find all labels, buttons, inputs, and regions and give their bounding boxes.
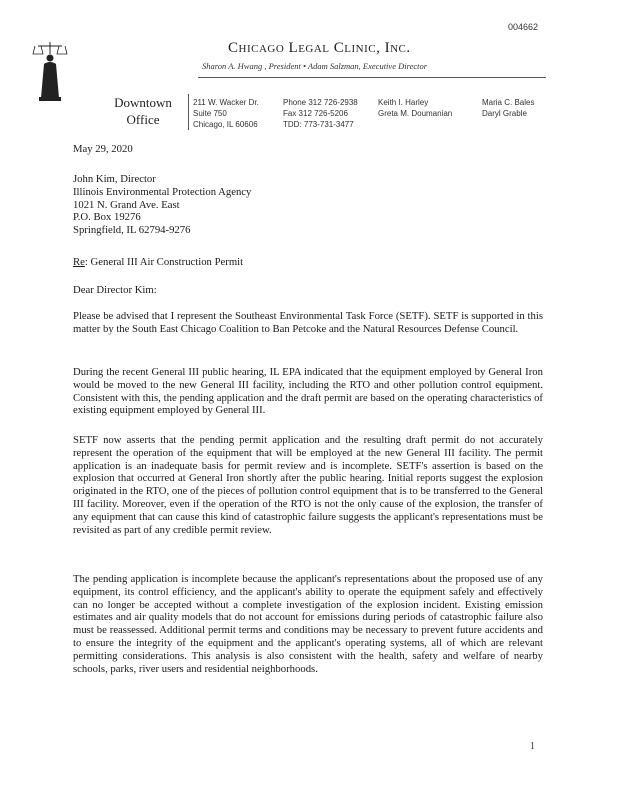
attorneys-col2	[482, 97, 534, 119]
document-number: 004662	[508, 22, 539, 32]
attorney-name: Keith I. Harley	[378, 98, 429, 107]
letter-date: May 29, 2020	[73, 143, 133, 155]
office-name	[107, 94, 179, 128]
body-paragraph-4: The pending application is incomplete because the applicant's representations about the proposed use of any equipment, its control efficiency, and the applicant's ability to operate the equipment safely and effectively can no longer be accepted without a complete investigation of the explosion incident. Existing emission estimates and air quality models that do not account for emissions during periods of catastrophic failure also must be reassessed. Additional permit terms and conditions may be necessary to prevent future accidents and to ensure the integrity of the equipment and the applicant's operating systems, all of which are relevant permitting considerations. This analysis is also consistent with the health, safety and welfare of nearby schools, parks, river users and residential neighborhoods.	[73, 573, 543, 675]
phone-line: Fax 312 726-5206	[283, 109, 348, 118]
subject-line	[73, 256, 541, 269]
address-line: 211 W. Wacker Dr.	[193, 98, 259, 107]
page-number: 1	[530, 741, 535, 752]
recipient-line: John Kim, Director	[73, 173, 156, 185]
attorney-name: Greta M. Doumanian	[378, 109, 453, 118]
recipient-block	[73, 173, 541, 237]
body-paragraph-3: SETF now asserts that the pending permit application and the resulting draft permit do not accurately represent the operation of the equipment that will be employed at the new General III facility. The permit application is an inadequate basis for permit review and is incomplete. SETF's assertion is based on the explosion that occurred at General Iron shortly after the public hearing. Initial reports suggest the explosion originated in the RTO, one of the pieces of pollution control equipment that is to be transferred to the General III facility. Moreover, even if the operation of the RTO is not the only cause of the explosion, the transfer of any equipment that can cause this kind of catastrophic failure suggests the applicant's representations must be revisited as part of any credible permit review.	[73, 434, 543, 536]
lady-justice-logo	[32, 40, 68, 102]
address-line: Chicago, IL 60606	[193, 120, 258, 129]
office-name-line2: Office	[126, 112, 160, 127]
header-rule	[198, 77, 546, 78]
re-label: Re	[73, 256, 85, 268]
recipient-line: Springfield, IL 62794-9276	[73, 224, 191, 237]
phone-line: TDD: 773-731-3477	[283, 120, 354, 129]
office-address	[193, 97, 259, 130]
attorney-name: Daryl Grable	[482, 109, 527, 118]
address-line: Suite 750	[193, 109, 227, 118]
recipient-line: Illinois Environmental Protection Agency	[73, 185, 252, 198]
salutation: Dear Director Kim:	[73, 284, 157, 296]
officers-line: Sharon A. Hwang , President • Adam Salzman, Executive Director	[202, 61, 428, 71]
body-paragraph-2: During the recent General III public hearing, IL EPA indicated that the equipment employed by General Iron would be moved to the new General III facility, including the RTO and other pollution control equipment. Consistent with this, the pending application and the draft permit are based on the operating characteristics of existing equipment employed by General III.	[73, 366, 543, 417]
re-text: : General III Air Construction Permit	[84, 256, 244, 268]
office-phones	[283, 97, 358, 130]
attorneys-col1	[378, 97, 452, 119]
header-divider	[188, 94, 189, 130]
body-paragraph-1: Please be advised that I represent the Southeast Environmental Task Force (SETF). SETF is supported in this matter by the South East Chicago Coalition to Ban Petcoke and the Natural Resources Defense Council.	[73, 310, 543, 335]
recipient-line: P.O. Box 19276	[73, 211, 141, 224]
office-name-line1: Downtown	[114, 95, 172, 110]
phone-line: Phone 312 726-2938	[283, 98, 358, 107]
recipient-line: 1021 N. Grand Ave. East	[73, 198, 180, 211]
attorney-name: Maria C. Bales	[482, 98, 535, 107]
firm-name: Chicago Legal Clinic, Inc.	[228, 40, 411, 56]
